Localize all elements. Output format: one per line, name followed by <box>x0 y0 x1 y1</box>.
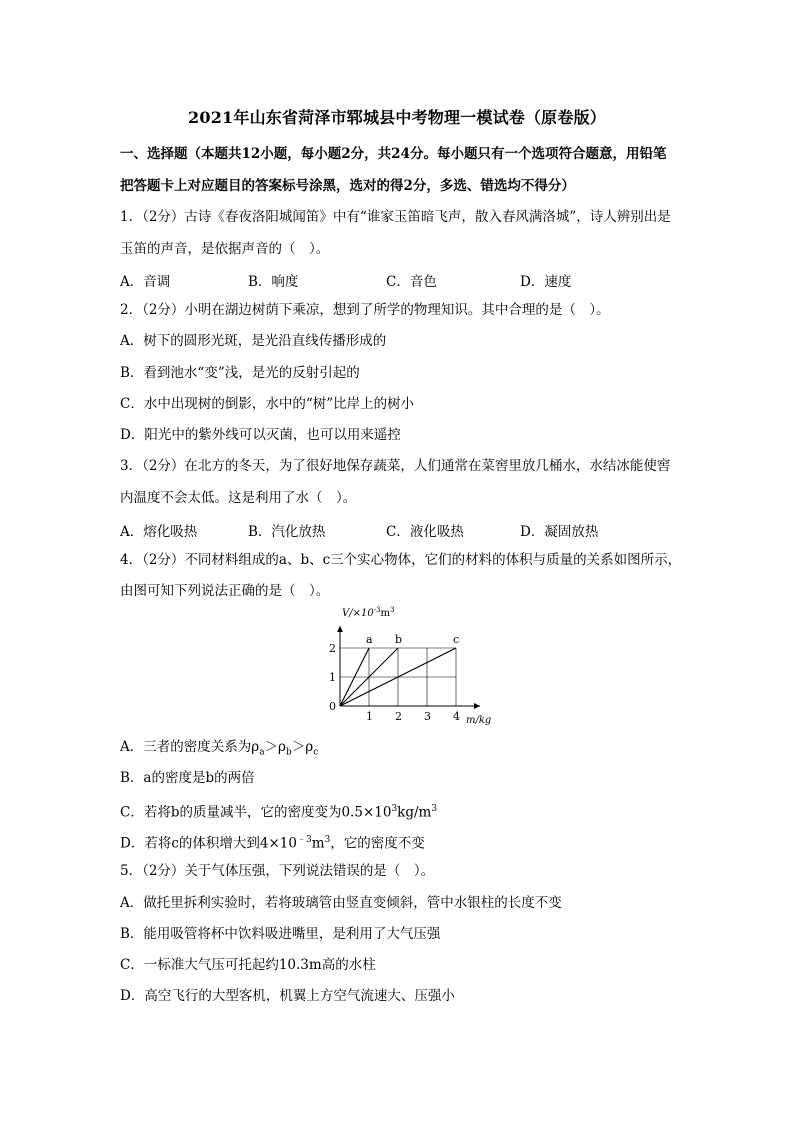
q4-option-c-sup1: 3 <box>391 804 398 814</box>
q2-option-b: B．看到池水“变”浅，是光的反射引起的 <box>120 365 360 381</box>
x-axis-arrow <box>474 703 480 709</box>
q1-line1: 1．（2分）古诗《春夜洛阳城闻笛》中有“谁家玉笛暗飞声，散入春风满洛城”，诗人辨别出是 <box>120 209 671 225</box>
section-heading-line1: 一、选择题（本题共12小题，每小题2分，共24分。每小题只有一个选项符合题意，用铅笔 <box>120 146 667 162</box>
series-label-a: a <box>366 633 373 646</box>
q3-line1: 3．（2分）在北方的冬天，为了很好地保存蔬菜，人们通常在菜窖里放几桶水，水结冰能使窖 <box>120 458 671 474</box>
q5-option-d: D．高空飞行的大型客机，机翼上方空气流速大、压强小 <box>120 988 455 1004</box>
y-tick-label: 2 <box>329 642 336 655</box>
q4-option-d-unit: m <box>311 835 325 852</box>
q3-option-a: A．熔化吸热 <box>120 524 198 540</box>
q1-option-c: C．音色 <box>386 274 437 290</box>
q3-option-c: C．液化吸热 <box>386 524 464 540</box>
q5-option-c: C．一标准大气压可托起约10.3m高的水柱 <box>120 957 376 973</box>
q2-option-d: D．阳光中的紫外线可以灭菌，也可以用来遥控 <box>120 427 401 443</box>
q1-option-a: A．音调 <box>120 274 171 290</box>
q2-line1: 2．（2分）小明在湖边树荫下乘凉，想到了所学的物理知识。其中合理的是（ ）。 <box>120 302 610 318</box>
q4-option-a-sub-c: c <box>313 747 319 758</box>
q3-option-b: B．汽化放热 <box>248 524 326 540</box>
q4-option-a-gt2: ＞ρ <box>291 739 314 755</box>
y-axis-arrow <box>337 626 343 632</box>
x-axis-label: m/kg <box>466 715 492 726</box>
q4-line1: 4．（2分）不同材料组成的a、b、c三个实心物体，它们的材料的体积与质量的关系如图所示， <box>120 552 682 568</box>
q4-option-d-text: D．若将c的体积增大到4×10 <box>120 835 297 852</box>
q4-option-a-sub-a: a <box>259 747 265 758</box>
q4-option-a-sub-b: b <box>286 747 292 758</box>
q4-option-d-tail: ，它的密度不变 <box>330 835 425 852</box>
x-tick-label: 3 <box>424 710 431 723</box>
q3-option-d: D．凝固放热 <box>520 524 599 540</box>
q5-option-a: A．做托里拆利实验时，若将玻璃管由竖直变倾斜，管中水银柱的长度不变 <box>120 895 562 911</box>
q4-option-d-sup1: ﹣3 <box>296 835 312 845</box>
x-tick-label: 2 <box>395 710 402 723</box>
volume-mass-chart <box>322 604 502 728</box>
q4-line2: 由图可知下列说法正确的是（ ）。 <box>120 583 330 599</box>
series-label-b: b <box>395 633 403 646</box>
q4-option-a-gt1: ＞ρ <box>264 739 286 755</box>
q4-option-d-sup2: 3 <box>324 835 331 845</box>
q4-option-a <box>120 738 318 762</box>
series-label-c: c <box>453 633 460 646</box>
q2-option-a: A．树下的圆形光斑，是光沿直线传播形成的 <box>120 333 387 349</box>
page-title: 2021年山东省菏泽市郓城县中考物理一模试卷（原卷版） <box>188 108 606 127</box>
q4-option-c <box>120 800 437 822</box>
q4-option-c-sup2: 3 <box>431 804 438 814</box>
q4-option-d <box>120 831 425 853</box>
q5-line1: 5．（2分）关于气体压强，下列说法错误的是（ ）。 <box>120 863 435 879</box>
chart-labels <box>329 606 491 726</box>
q1-option-b: B．响度 <box>248 274 299 290</box>
q1-option-d: D．速度 <box>520 274 572 290</box>
q1-line2: 玉笛的声音，是依据声音的（ ）。 <box>120 241 330 257</box>
q5-option-b: B．能用吸管将杯中饮料吸进嘴里，是利用了大气压强 <box>120 926 441 942</box>
q2-option-c: C．水中出现树的倒影，水中的“树”比岸上的树小 <box>120 396 415 412</box>
y-tick-label: 1 <box>329 671 336 684</box>
x-tick-label: 4 <box>453 710 460 723</box>
q4-option-c-unit: kg/m <box>397 804 432 821</box>
x-tick-label: 1 <box>366 710 373 723</box>
q3-line2: 内温度不会太低。这是利用了水（ ）。 <box>120 490 357 506</box>
q4-option-a-text: A．三者的密度关系为ρ <box>120 739 260 755</box>
y-axis-label: $V/\times 10^{-3}m^3$ <box>342 606 395 619</box>
q4-option-b: B．a的密度是b的两倍 <box>120 770 255 786</box>
section-heading-line2: 把答题卡上对应题目的答案标号涂黑，选对的得2分，多选、错选均不得分） <box>120 178 575 194</box>
origin-label: 0 <box>329 700 336 713</box>
q4-option-c-text: C．若将b的质量减半，它的密度变为0.5×10 <box>120 804 392 821</box>
